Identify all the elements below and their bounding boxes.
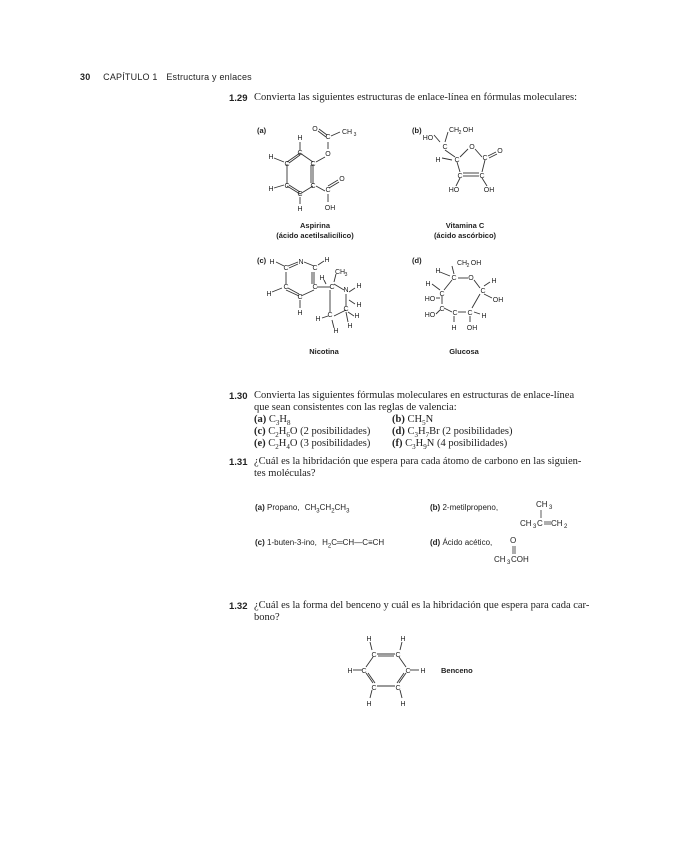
svg-text:C: C [467,310,473,317]
svg-text:CH: CH [494,555,506,564]
svg-text:H: H [297,206,303,213]
svg-text:CH: CH [341,129,353,136]
svg-text:H: H [451,325,457,332]
svg-text:H: H [400,636,406,643]
svg-text:H: H [266,291,272,298]
svg-text:C: C [310,183,316,190]
formula-acido-acetico [494,534,534,566]
svg-text:3: 3 [353,132,357,138]
option-row: (a) $C_3H_8$ [254,414,291,428]
svg-text:C: C [284,161,290,168]
svg-text:C: C [439,306,445,313]
option-row: (e) $C_2H_4O$ (3 posibilidades) [254,438,371,452]
svg-text:O: O [312,126,318,133]
svg-text:CH: CH [520,519,532,528]
chapter-title: Estructura y enlaces [166,72,252,82]
svg-text:C: C [442,144,448,151]
svg-text:CH: CH [551,519,563,528]
benzene-label: Benceno [441,666,473,675]
problem-number-1-31: 1.31 [229,457,248,468]
problem-text-1-30: Convierta las siguientes fórmulas moleculares en estructuras de enlace-línea que sean consistentes con las reglas de valencia: [254,390,575,413]
page-header [80,72,252,82]
formula-ch5n: $CH_5N$ [407,414,434,428]
svg-text:H: H [356,283,362,290]
svg-text:H: H [366,636,372,643]
problem-number-1-29: 1.29 [229,93,248,104]
hybridization-item-a: (a) Propano, $CH_3CH_2CH_3$ [255,503,350,515]
svg-text:C: C [297,191,303,198]
problem-text-1-32: ¿Cuál es la forma del benceno y cuál es la hibridación que espera para cada car- bono? [254,600,590,623]
svg-text:H: H [435,157,441,164]
svg-text:OH: OH [492,297,504,304]
svg-text:CH: CH [536,500,548,509]
svg-text:C: C [457,173,463,180]
formula-c2h4o: $C_2H_4O$ [268,438,298,452]
molecule-name-glucosa: Glucosa [449,347,479,356]
svg-text:H: H [268,154,274,161]
svg-text:O: O [510,536,517,545]
svg-text:H: H [354,313,360,320]
svg-text:OH: OH [324,205,336,212]
nicotine-structure [264,254,380,338]
formula-c2h6o: $C_2H_6O$ [268,426,298,440]
problem-number-1-30: 1.30 [229,391,248,402]
svg-text:C: C [312,265,318,272]
svg-text:OH: OH [466,325,478,332]
svg-text:C: C [284,183,290,190]
svg-text:H: H [297,310,303,317]
svg-text:C: C [310,161,316,168]
molecule-name-nicotina: Nicotina [309,347,339,356]
svg-text:2: 2 [564,524,568,530]
svg-text:H: H [420,668,426,675]
svg-text:H: H [435,268,441,275]
svg-text:C: C [283,284,289,291]
svg-text:H: H [268,186,274,193]
svg-text:H: H [347,323,353,330]
svg-text:H: H [400,701,406,708]
svg-text:C: C [283,265,289,272]
hybridization-item-d: (d) Ácido acético, [430,538,493,547]
option-row: (d) $C_3H_7Br$ (2 posibilidades) [392,426,513,440]
svg-text:C: C [297,150,303,157]
svg-text:3: 3 [344,272,348,278]
svg-text:CH: CH [448,127,460,134]
svg-text:C: C [451,275,457,282]
svg-text:C: C [329,284,335,291]
svg-text:C: C [480,288,486,295]
svg-text:C: C [479,173,485,180]
svg-text:N: N [343,287,349,294]
vitamin-c-structure [420,122,510,194]
item-label-c: (c) [257,256,267,265]
formula-2-metilpropeno [518,498,574,530]
svg-text:HO: HO [424,296,436,303]
svg-text:C: C [452,310,458,317]
svg-text:C: C [405,668,411,675]
svg-text:H: H [347,668,353,675]
svg-text:H: H [333,328,339,335]
svg-text:H: H [356,302,362,309]
svg-text:3: 3 [507,560,511,566]
formula-1-buten-3-ino: $H_2C═CH—C\equiv CH$ [322,538,385,550]
svg-text:C: C [482,155,488,162]
svg-text:2: 2 [466,263,470,269]
formula-c3h8: $C_3H_8$ [268,414,291,428]
molecule-name-vitamina-c: Vitamina C (ácido ascórbico) [433,221,497,240]
svg-text:H: H [319,275,325,282]
item-label-b: (b) [412,126,422,135]
option-row: (b) $CH_5N$ [392,414,434,428]
svg-text:C: C [361,668,367,675]
svg-text:3: 3 [549,505,553,511]
svg-text:3: 3 [533,524,537,530]
aspirin-structure [262,122,372,214]
option-row: (c) $C_2H_6O$ (2 posibilidades) [254,426,371,440]
svg-text:OH: OH [470,260,482,267]
svg-text:H: H [297,135,303,142]
option-row: (f) $C_3H_9N$ (4 posibilidades) [392,438,508,452]
svg-text:O: O [339,176,345,183]
svg-text:H: H [366,701,372,708]
benzene-structure [348,632,430,710]
svg-text:COH: COH [511,555,529,564]
svg-text:C: C [454,157,460,164]
svg-text:H: H [425,281,431,288]
hybridization-item-c: (c) 1-buten-3-ino, $H_2C═CH—C\equiv CH$ [255,538,385,550]
svg-text:H: H [491,278,497,285]
svg-text:C: C [371,685,377,692]
svg-text:CH: CH [456,260,468,267]
svg-text:O: O [468,275,474,282]
svg-text:2: 2 [458,130,462,136]
formula-propano: $CH_3CH_2CH_3$ [304,503,350,515]
svg-text:HO: HO [424,312,436,319]
chapter-label: CAPÍTULO 1 [103,72,158,82]
item-label-d: (d) [412,256,422,265]
svg-text:O: O [497,148,503,155]
svg-text:H: H [324,257,330,264]
glucose-structure [418,256,510,334]
svg-text:H: H [481,313,487,320]
problem-text-1-31: ¿Cuál es la hibridación que espera para cada átomo de carbono en las siguien- tes moléculas? [254,456,582,479]
svg-text:C: C [395,652,401,659]
svg-text:O: O [469,144,475,151]
svg-text:OH: OH [483,187,495,194]
svg-text:C: C [297,294,303,301]
svg-text:N: N [298,259,304,266]
formula-c3h9n: $C_3H_9N$ [405,438,435,452]
molecule-name-aspirina: Aspirina (ácido acetilsalicílico) [276,221,354,240]
page-number: 30 [80,72,91,82]
svg-text:CH: CH [334,269,346,276]
svg-text:C: C [327,312,333,319]
item-label-a: (a) [257,126,267,135]
hybridization-item-b: (b) 2-metilpropeno, [430,503,499,512]
problem-number-1-32: 1.32 [229,601,248,612]
svg-text:C: C [395,685,401,692]
svg-text:C: C [537,519,543,528]
svg-text:H: H [315,316,321,323]
svg-text:H: H [269,259,275,266]
formula-c3h7br: $C_3H_7Br$ [407,426,440,440]
svg-text:C: C [312,284,318,291]
svg-text:C: C [343,306,349,313]
svg-text:OH: OH [462,127,474,134]
svg-text:C: C [439,291,445,298]
svg-text:HO: HO [448,187,460,194]
svg-text:C: C [371,652,377,659]
svg-text:C: C [325,134,331,141]
svg-text:C: C [325,187,331,194]
problem-text-1-29: Convierta las siguientes estructuras de enlace-línea en fórmulas moleculares: [254,92,578,103]
svg-text:HO: HO [422,135,434,142]
svg-text:O: O [325,151,331,158]
